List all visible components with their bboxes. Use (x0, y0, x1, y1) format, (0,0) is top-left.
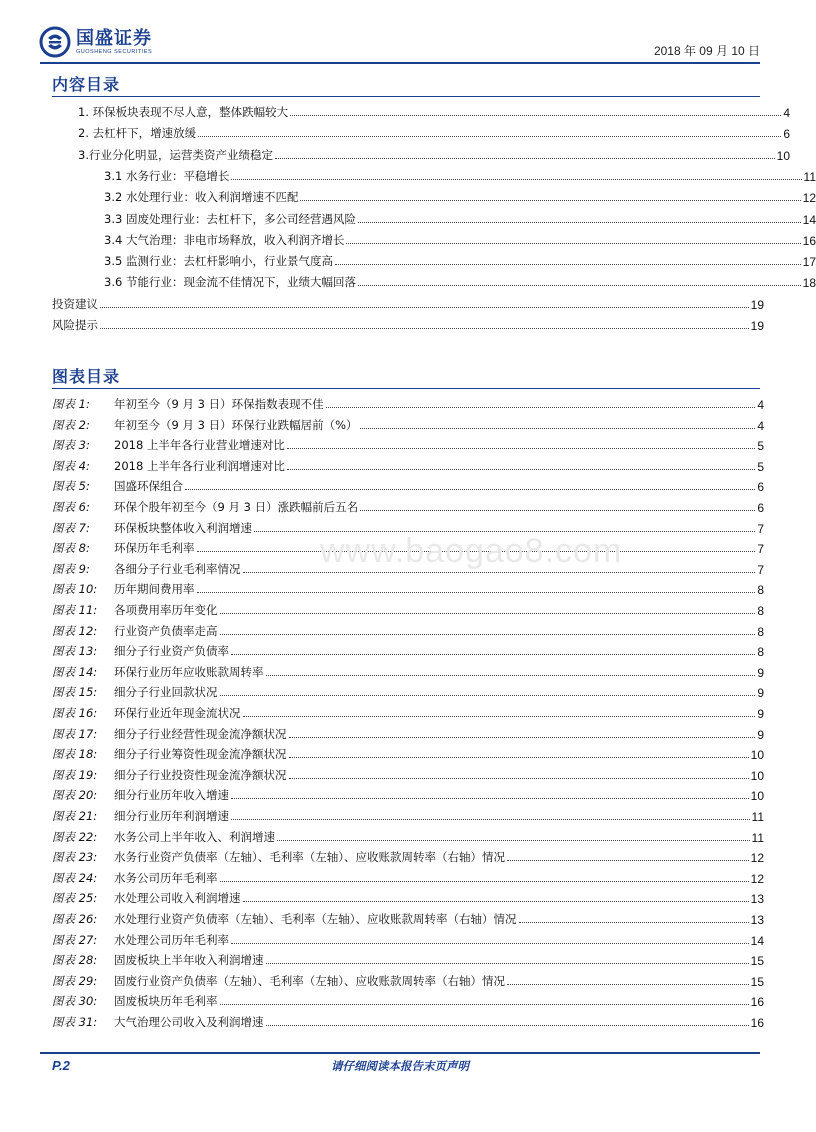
figure-label: 图表 26: (52, 912, 98, 926)
figure-item-page: 8 (757, 645, 764, 660)
dot-leader (220, 612, 756, 614)
figure-item-text: 固废行业资产负债率（左轴）、毛利率（左轴）、应收账款周转率（右轴）情况 (114, 973, 505, 988)
figure-label: 图表 29: (52, 973, 98, 988)
figure-item[interactable] (52, 969, 764, 989)
figure-item[interactable] (52, 722, 764, 742)
figure-item-text: 2018 上半年各行业利润增速对比 (114, 458, 285, 473)
dot-leader (231, 797, 749, 799)
contents-item-text: 3.1 水务行业：平稳增长 (104, 168, 230, 183)
figure-label: 图表 13: (52, 644, 98, 659)
disclaimer-note: 请仔细阅读本报告末页声明 (331, 1059, 469, 1073)
figure-item[interactable] (52, 701, 764, 721)
dot-leader (290, 114, 781, 116)
footer-divider (40, 1052, 760, 1054)
figure-label: 图表 3: (52, 438, 90, 453)
figure-label: 图表 19: (52, 767, 98, 782)
contents-item-page: 17 (802, 255, 816, 270)
figure-item-page: 9 (757, 665, 764, 680)
figure-item-text: 环保个股年初至今（9 月 3 日）涨跌幅前后五名 (114, 500, 359, 514)
figure-item-text: 国盛环保组合 (114, 479, 183, 494)
figure-item-text: 细分子行业回款状况 (114, 685, 218, 700)
figure-item[interactable] (52, 474, 764, 494)
dot-leader (507, 983, 749, 985)
figure-label: 图表 20: (52, 788, 98, 803)
contents-item[interactable] (52, 228, 816, 248)
figure-item-text: 各项费用率历年变化 (114, 603, 218, 617)
figure-item-page: 16 (750, 1016, 764, 1030)
figure-label: 图表 1: (52, 397, 90, 411)
figure-label: 图表 21: (52, 809, 98, 823)
figure-item-text: 水处理公司历年毛利率 (114, 932, 229, 947)
contents-item-page: 19 (750, 297, 764, 312)
figure-item-page: 12 (750, 851, 764, 866)
dot-leader (266, 962, 749, 964)
contents-item-page: 12 (802, 191, 816, 206)
figure-label: 图表 24: (52, 870, 98, 885)
contents-item[interactable] (52, 100, 790, 120)
figure-item-page: 9 (757, 707, 764, 721)
contents-item-text: 3.4 大气治理：非电市场释放，收入利润齐增长 (104, 232, 345, 247)
figure-item-text: 细分子行业筹资性现金流净额状况 (114, 747, 287, 762)
figure-item-page: 10 (750, 748, 764, 763)
brand-name-cn: 国盛证券 (76, 27, 152, 49)
figure-item-text: 大气治理公司收入及利润增速 (114, 1015, 264, 1029)
dot-leader (358, 284, 801, 286)
page-header (40, 22, 760, 64)
brand-name-en: GUOSHENG SECURITIES (76, 48, 153, 55)
figure-item-page: 10 (750, 768, 764, 783)
figure-item-text: 固废板块历年毛利率 (114, 994, 218, 1009)
figure-item-page: 13 (750, 913, 764, 927)
figure-item-page: 7 (757, 562, 764, 577)
figure-label: 图表 15: (52, 685, 98, 700)
contents-item-text: 1. 环保板块表现不尽人意，整体跌幅较大 (78, 105, 289, 119)
figures-title: 图表目录 (52, 367, 121, 386)
figure-label: 图表 17: (52, 726, 98, 741)
dot-leader (287, 447, 755, 449)
dot-leader (220, 694, 756, 696)
figure-item-text: 细分子行业投资性现金流净额状况 (114, 767, 287, 782)
figure-item[interactable] (52, 392, 764, 412)
contents-item-text: 2. 去杠杆下，增速放缓 (78, 126, 197, 141)
figure-item-text: 细分子行业资产负债率 (114, 644, 229, 659)
contents-item-text: 风险提示 (52, 318, 98, 332)
dot-leader (289, 736, 756, 738)
contents-item-page: 14 (802, 212, 816, 227)
figure-item-text: 环保板块整体收入利润增速 (114, 520, 252, 535)
figure-label: 图表 22: (52, 829, 98, 844)
figure-item-page: 16 (750, 995, 764, 1010)
figure-item[interactable] (52, 680, 764, 700)
figure-item-page: 5 (757, 439, 764, 454)
dot-leader (519, 921, 749, 923)
dot-leader (243, 900, 749, 902)
figures-divider (52, 388, 760, 389)
figure-item-page: 4 (757, 418, 764, 433)
dot-leader (360, 427, 756, 429)
figure-item-page: 14 (750, 933, 764, 948)
figure-item-page: 12 (750, 871, 764, 886)
report-date: 2018 年 09 月 10 日 (653, 44, 760, 58)
contents-item-text: 3.5 监测行业：去杠杆影响小，行业景气度高 (104, 254, 333, 269)
figure-item-text: 各细分子行业毛利率情况 (114, 561, 241, 576)
figure-item-page: 15 (750, 974, 764, 989)
dot-leader (358, 221, 801, 223)
contents-item[interactable] (52, 164, 816, 184)
figure-item-page: 7 (757, 521, 764, 536)
figure-item[interactable] (52, 886, 764, 906)
figure-item-text: 水务公司历年毛利率 (114, 870, 218, 885)
figure-item-text: 环保行业历年应收账款周转率 (114, 664, 264, 679)
contents-title: 内容目录 (52, 75, 121, 94)
dot-leader (231, 942, 749, 944)
dot-leader (289, 756, 749, 758)
contents-item-text: 3.行业分化明显，运营类资产业绩稳定 (78, 147, 273, 162)
figure-item[interactable] (52, 660, 764, 680)
figure-item-text: 环保行业近年现金流状况 (114, 706, 241, 720)
figure-item-page: 15 (750, 954, 764, 969)
dot-leader (277, 839, 750, 841)
contents-item-page: 11 (803, 169, 816, 184)
figure-item[interactable] (52, 907, 764, 927)
figure-label: 图表 12: (52, 623, 98, 638)
figure-label: 图表 10: (52, 582, 98, 597)
figure-label: 图表 16: (52, 706, 98, 720)
dot-leader (220, 633, 756, 635)
figure-item-text: 细分行业历年收入增速 (114, 788, 229, 803)
figure-item[interactable] (52, 825, 764, 845)
contents-item-page: 19 (750, 319, 764, 333)
figure-item-page: 8 (757, 604, 764, 618)
figure-item[interactable] (52, 763, 764, 783)
figure-item-text: 历年期间费用率 (114, 582, 195, 597)
figure-item-page: 13 (750, 892, 764, 907)
figure-item-page: 11 (751, 830, 764, 845)
logo-mark-icon (40, 27, 70, 57)
figure-item[interactable] (52, 804, 764, 824)
figure-item-page: 5 (757, 459, 764, 474)
page-number: P.2 (52, 1058, 70, 1073)
contents-item[interactable] (52, 313, 764, 333)
dot-leader (231, 178, 801, 180)
figure-item-text: 细分行业历年利润增速 (114, 809, 229, 823)
contents-item[interactable] (52, 121, 790, 141)
figure-item-page: 4 (757, 398, 764, 412)
dot-leader (507, 859, 749, 861)
dot-leader (220, 1003, 749, 1005)
figure-item[interactable] (52, 989, 764, 1009)
figure-item[interactable] (52, 1010, 764, 1030)
dot-leader (220, 880, 749, 882)
figure-label: 图表 14: (52, 664, 98, 679)
dot-leader (266, 674, 756, 676)
header-divider (40, 62, 760, 64)
figure-label: 图表 8: (52, 541, 90, 556)
contents-item-text: 投资建议 (52, 296, 98, 311)
contents-item[interactable] (52, 185, 816, 205)
figure-item-text: 水务公司上半年收入、利润增速 (114, 829, 275, 844)
figure-item[interactable] (52, 619, 764, 639)
figure-label: 图表 7: (52, 520, 90, 535)
figure-item-page: 8 (757, 583, 764, 598)
figure-label: 图表 9: (52, 561, 90, 576)
figure-item[interactable] (52, 495, 764, 515)
figure-item[interactable] (52, 639, 764, 659)
figure-label: 图表 27: (52, 932, 98, 947)
dot-leader (197, 591, 756, 593)
figure-label: 图表 25: (52, 891, 98, 906)
figure-item[interactable] (52, 783, 764, 803)
figure-item[interactable] (52, 928, 764, 948)
figure-item-text: 环保历年毛利率 (114, 541, 195, 556)
dot-leader (289, 777, 749, 779)
figure-label: 图表 23: (52, 850, 98, 865)
contents-item-page: 6 (783, 127, 790, 142)
figure-label: 图表 11: (52, 603, 98, 617)
figure-label: 图表 6: (52, 500, 90, 514)
dot-leader (266, 1024, 749, 1026)
contents-item-text: 3.2 水处理行业：收入利润增速不匹配 (104, 190, 299, 205)
figure-item-page: 9 (757, 727, 764, 742)
dot-leader (335, 263, 801, 265)
contents-divider (52, 96, 760, 97)
contents-item[interactable] (52, 143, 790, 163)
contents-item-text: 3.6 节能行业：现金流不佳情况下，业绩大幅回落 (104, 275, 356, 290)
figure-item-text: 水处理行业资产负债率（左轴）、毛利率（左轴）、应收账款周转率（右轴）情况 (114, 912, 517, 926)
dot-leader (326, 406, 756, 408)
figure-item[interactable] (52, 742, 764, 762)
figure-item-page: 7 (757, 542, 764, 557)
dot-leader (243, 715, 756, 717)
contents-item[interactable] (52, 249, 816, 269)
contents-item[interactable] (52, 207, 816, 227)
figure-item[interactable] (52, 454, 764, 474)
contents-item[interactable] (52, 292, 764, 312)
figure-item-page: 9 (757, 686, 764, 701)
figure-label: 图表 5: (52, 479, 90, 494)
figure-item-text: 年初至今（9 月 3 日）环保指数表现不佳 (114, 397, 324, 411)
figure-item[interactable] (52, 598, 764, 618)
figure-item[interactable] (52, 433, 764, 453)
contents-item-page: 4 (783, 106, 790, 120)
figure-label: 图表 18: (52, 747, 98, 762)
dot-leader (100, 306, 749, 308)
dot-leader (185, 488, 755, 490)
figure-item-text: 固废板块上半年收入利润增速 (114, 953, 264, 968)
figure-label: 图表 2: (52, 417, 90, 432)
company-logo (40, 22, 152, 62)
dot-leader (100, 327, 749, 329)
figure-item[interactable] (52, 577, 764, 597)
figure-item-page: 11 (751, 810, 764, 824)
figure-item-text: 细分子行业经营性现金流净额状况 (114, 726, 287, 741)
watermark: www.baogao8.com (320, 532, 623, 570)
dot-leader (231, 653, 755, 655)
figure-label: 图表 4: (52, 458, 90, 473)
figure-item-page: 6 (757, 480, 764, 495)
contents-item[interactable] (52, 270, 816, 290)
figure-label: 图表 31: (52, 1015, 98, 1029)
figure-item-page: 10 (750, 789, 764, 804)
dot-leader (275, 157, 775, 159)
dot-leader (346, 242, 800, 244)
figure-item[interactable] (52, 413, 764, 433)
contents-item-page: 16 (802, 233, 816, 248)
figure-item[interactable] (52, 866, 764, 886)
dot-leader (360, 509, 755, 511)
figure-label: 图表 30: (52, 994, 98, 1009)
figure-item-page: 8 (757, 624, 764, 639)
figure-item-text: 2018 上半年各行业营业增速对比 (114, 438, 285, 453)
figure-item[interactable] (52, 845, 764, 865)
figure-item-text: 年初至今（9 月 3 日）环保行业跌幅居前（%） (114, 417, 358, 432)
dot-leader (231, 818, 750, 820)
dot-leader (198, 135, 781, 137)
dot-leader (287, 468, 755, 470)
figure-label: 图表 28: (52, 953, 98, 968)
dot-leader (300, 199, 800, 201)
contents-item-text: 3.3 固废处理行业：去杠杆下，多公司经营遇风险 (104, 211, 356, 226)
figure-item-text: 水处理公司收入利润增速 (114, 891, 241, 906)
dot-leader (243, 571, 756, 573)
contents-item-page: 18 (802, 276, 816, 291)
contents-item-page: 10 (776, 148, 790, 163)
figure-item-text: 行业资产负债率走高 (114, 623, 218, 638)
figure-item-text: 水务行业资产负债率（左轴）、毛利率（左轴）、应收账款周转率（右轴）情况 (114, 850, 505, 865)
figure-item[interactable] (52, 948, 764, 968)
figure-item-page: 6 (757, 501, 764, 515)
